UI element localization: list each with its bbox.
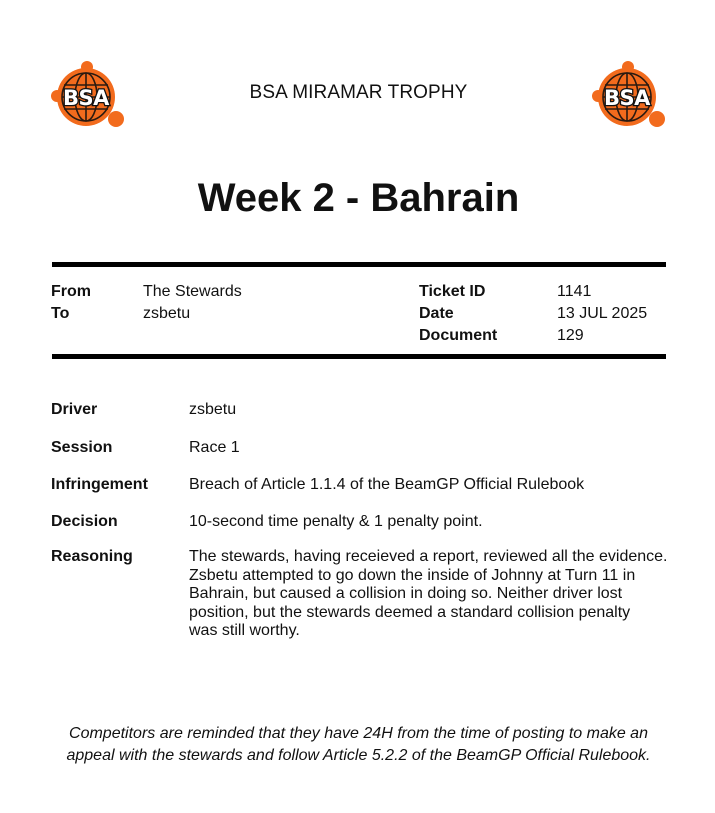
decision-label: Decision: [51, 513, 118, 530]
reasoning-line: position, but the stewards deemed a standard collision penalty: [189, 603, 631, 621]
notice-line: appeal with the stewards and follow Article 5.2.2 of the BeamGP Official Rulebook.: [66, 747, 651, 764]
from-label: From: [51, 283, 91, 300]
infringement-label: Infringement: [51, 476, 148, 493]
appeal-notice: [40, 723, 677, 767]
from-value: The Stewards: [143, 283, 242, 300]
ticket-id-value: 1141: [557, 283, 592, 300]
date-label: Date: [419, 305, 454, 322]
logo-text: BSA: [63, 86, 109, 110]
infringement-value: Breach of Article 1.1.4 of the BeamGP Official Rulebook: [189, 476, 585, 493]
decision-value: 10-second time penalty & 1 penalty point.: [189, 513, 483, 530]
bsa-logo-right: [591, 61, 667, 133]
notice-line: Competitors are reminded that they have 24H from the time of posting to make an: [69, 725, 648, 742]
session-value: Race 1: [189, 439, 240, 456]
bsa-globe-icon: [591, 61, 667, 133]
to-label: To: [51, 305, 70, 322]
logo-text: BSA: [604, 86, 650, 110]
divider-bottom: [52, 354, 666, 359]
reasoning-line: Zsbetu attempted to go down the inside of Johnny at Turn 11 in: [189, 566, 636, 584]
page-title: Week 2 - Bahrain: [197, 176, 520, 220]
document-label: Document: [419, 327, 498, 344]
date-value: 13 JUL 2025: [557, 305, 648, 322]
divider-top: [52, 262, 666, 267]
reasoning-label: Reasoning: [51, 548, 133, 565]
to-value: zsbetu: [143, 305, 191, 322]
session-label: Session: [51, 439, 113, 456]
reasoning-line: Bahrain, but caused a collision in doing so. Neither driver lost: [189, 585, 623, 602]
trophy-title: BSA MIRAMAR TROPHY: [249, 82, 468, 103]
driver-value: zsbetu: [189, 401, 237, 418]
reasoning-line: The stewards, having receieved a report, reviewed all the evidence.: [189, 548, 668, 565]
ticket-id-label: Ticket ID: [419, 283, 486, 300]
document-value: 129: [557, 327, 584, 344]
driver-label: Driver: [51, 401, 98, 418]
reasoning-line: was still worthy.: [189, 622, 300, 639]
reasoning-value: [189, 548, 669, 641]
